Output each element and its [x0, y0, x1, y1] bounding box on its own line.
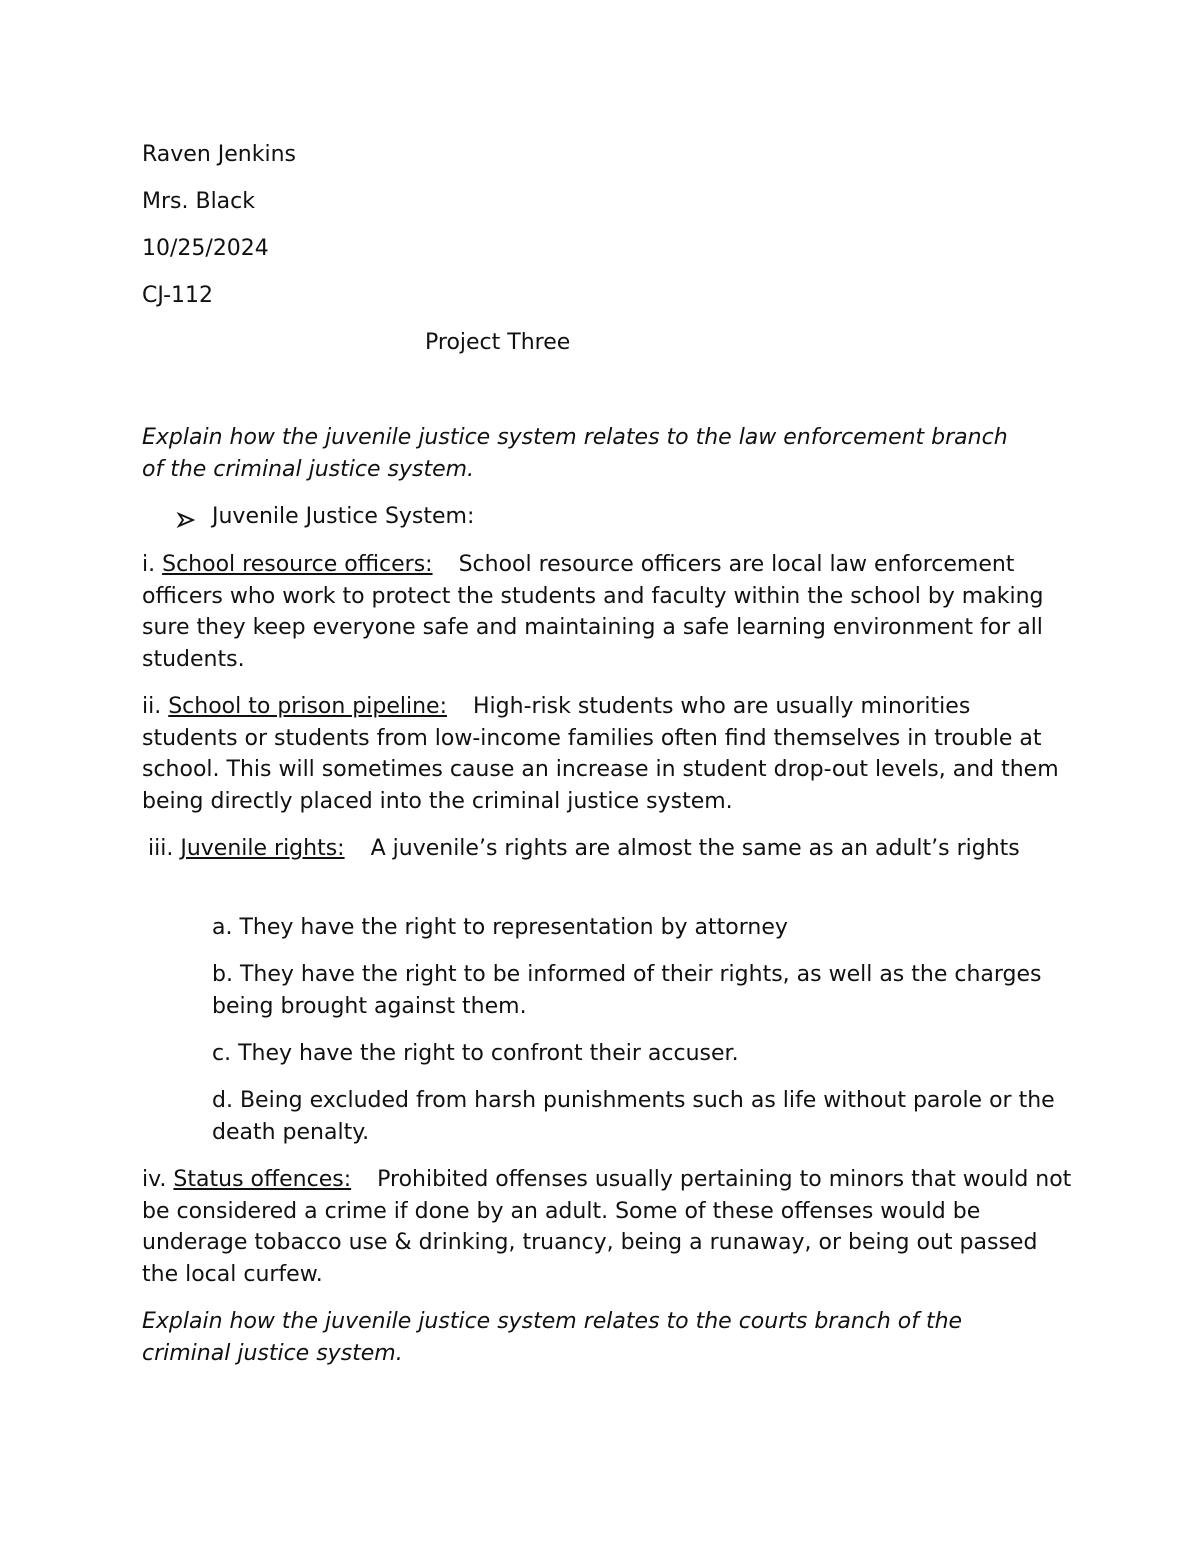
- page-title: Project Three: [425, 330, 571, 355]
- item-prefix: i.: [142, 552, 156, 577]
- right-b: b. They have the right to be informed of their rights, as well as the charges being brought against them.: [212, 962, 1042, 1019]
- item-school-resource-officers: [142, 549, 1072, 675]
- item-term: School to prison pipeline:: [168, 694, 447, 719]
- arrow-bullet-icon: [176, 506, 196, 538]
- bullet-heading: Juvenile Justice System:: [212, 504, 475, 529]
- right-d: d. Being excluded from harsh punishments such as life without parole or the death penalty.: [212, 1088, 1055, 1145]
- submission-date: 10/25/2024: [142, 236, 269, 261]
- item-term: Juvenile rights:: [180, 836, 345, 861]
- course-code: CJ-112: [142, 283, 213, 308]
- question-courts: Explain how the juvenile justice system relates to the courts branch of the criminal justice system.: [142, 1309, 963, 1366]
- item-term: School resource officers:: [162, 552, 433, 577]
- right-c: c. They have the right to confront their accuser.: [212, 1041, 739, 1066]
- item-term: Status offences:: [173, 1167, 352, 1192]
- item-text: A juvenile’s rights are almost the same as an adult’s rights: [370, 836, 1020, 861]
- author-name: Raven Jenkins: [142, 142, 296, 167]
- item-text: High-risk students who are usually minorities students or students from low-income families often find themselves in trouble at school. This will sometimes cause an increase in student drop-out levels, and them being directly placed into the criminal justice system.: [142, 694, 1059, 814]
- question-law-enforcement: Explain how the juvenile justice system relates to the law enforcement branch of the criminal justice system.: [142, 425, 1008, 482]
- item-prefix: iv.: [142, 1167, 167, 1192]
- item-prefix: ii.: [142, 694, 162, 719]
- right-a: a. They have the right to representation by attorney: [212, 915, 788, 940]
- item-juvenile-rights: [142, 833, 1072, 865]
- item-prefix: iii.: [148, 836, 174, 861]
- item-text: School resource officers are local law enforcement officers who work to protect the students and faculty within the school by making sure they keep everyone safe and maintaining a safe learning environment for all students.: [142, 552, 1044, 672]
- instructor-name: Mrs. Black: [142, 189, 255, 214]
- item-text: Prohibited offenses usually pertaining to minors that would not be considered a crime if done by an adult. Some of these offenses would be underage tobacco use & drinking, truancy, being a runaway, or being out passed the local curfew.: [142, 1167, 1072, 1287]
- item-status-offences: [142, 1164, 1072, 1290]
- item-school-to-prison-pipeline: [142, 691, 1072, 817]
